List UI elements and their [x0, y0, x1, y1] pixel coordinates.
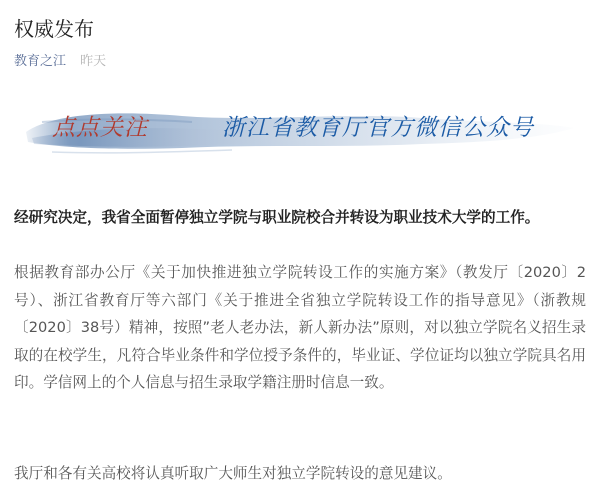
body-paragraph: 根据教育部办公厅《关于加快推进独立学院转设工作的实施方案》（教发厅〔2020〕2号）、浙江省教育厅等六部门《关于推进全省独立学院转设工作的指导意见》（浙教规〔2020〕38号）精神，按照”老人老办法，新人新办法”原则，对以独立学院名义招生录取的在校学生，凡符合毕业条件和学位授予条件的，毕业证、学位证均以独立学院具名用印。学信网上的个人信息与招生录取学籍注册时信息一致。 [14, 264, 586, 392]
banner-account-text: 浙江省教育厅官方微信公众号 [222, 115, 534, 141]
article-title: 权威发布 [14, 17, 94, 41]
publish-time: 昨天 [80, 54, 107, 69]
body-paragraph: 我厅和各有关高校将认真听取广大师生对独立学院转设的意见建议。 [14, 465, 452, 482]
banner-follow-text: 点点关注 [52, 115, 148, 141]
author-link[interactable]: 教育之江 [14, 54, 67, 69]
follow-banner [22, 92, 578, 168]
article-meta [14, 52, 106, 72]
lead-paragraph: 经研究决定，我省全面暂停独立学院与职业院校合并转设为职业技术大学的工作。 [14, 209, 540, 226]
